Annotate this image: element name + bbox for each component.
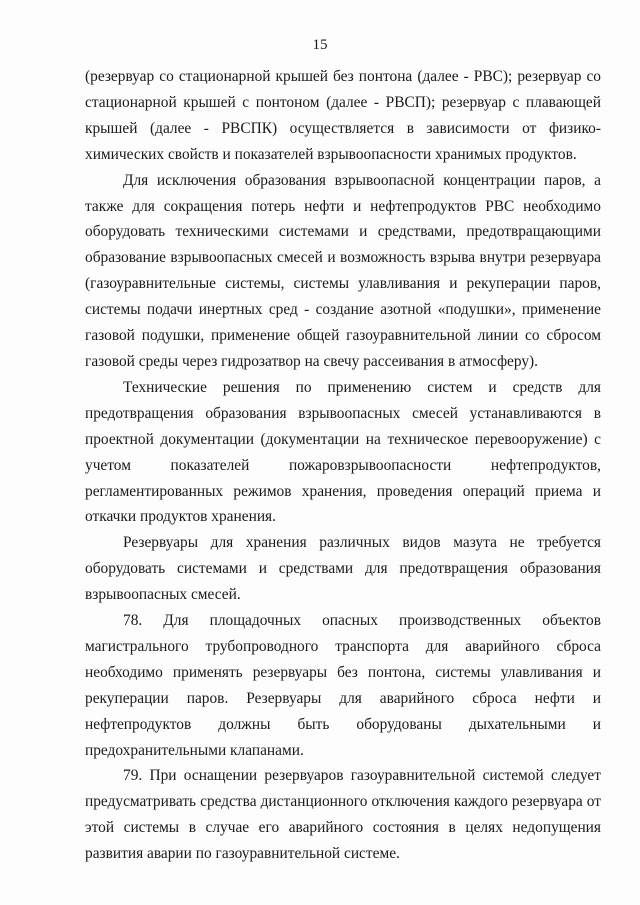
document-body [85, 64, 601, 867]
paragraph-continuation: (резервуар со стационарной крышей без понтона (далее - РВС); резервуар со стационарной крышей с понтоном (далее - РВСП); резервуар с плавающей крышей (далее - РВСПК) осуществляется в зависимости от физико-химических свойств и показателей взрывоопасности хранимых продуктов. [85, 68, 601, 163]
paragraph-item-78: 78. Для площадочных опасных производственных объектов магистрального трубопроводного транспорта для аварийного сброса необходимо применять резервуары без понтона, системы улавливания и рекуперации паров. Резервуары для аварийного сброса нефти и нефтепродуктов должны быть оборудованы дыхательными и предохранительными клапанами. [85, 612, 601, 759]
page-number: 15 [312, 37, 328, 53]
paragraph-item-79: 79. При оснащении резервуаров газоуравнительной системой следует предусматривать средства дистанционного отключения каждого резервуара от этой системы в случае его аварийного состояния в целях недопущения развития аварии по газоуравнительной системе. [85, 767, 601, 863]
paragraph-technical-solutions: Технические решения по применению систем и средств для предотвращения образования взрывоопасных смесей устанавливаются в проектной документации (документации на техническое перевооружение) с учетом показателей пожаровзрывоопасности нефтепродуктов, регламентированных режимов хранения, проведения операций приема и откачки продуктов хранения. [85, 378, 601, 526]
paragraph-fuel-oil-tanks: Резервуары для хранения различных видов мазута не требуется оборудовать системами и средствами для предотвращения образования взрывоопасных смесей. [85, 534, 601, 604]
paragraph-vapor-concentration: Для исключения образования взрывоопасной концентрации паров, а также для сокращения потерь нефти и нефтепродуктов РВС необходимо оборудовать техническими системами и средствами, предотвращающими образование взрывоопасных смесей и возможность взрыва внутри резервуара (газоуравнительные системы, системы улавливания и рекуперации паров, системы подачи инертных сред - создание азотной «подушки», применение газовой подушки, применение общей газоуравнительной линии со сбросом газовой среды через гидрозатвор на свечу рассеивания в атмосферу). [85, 171, 601, 370]
